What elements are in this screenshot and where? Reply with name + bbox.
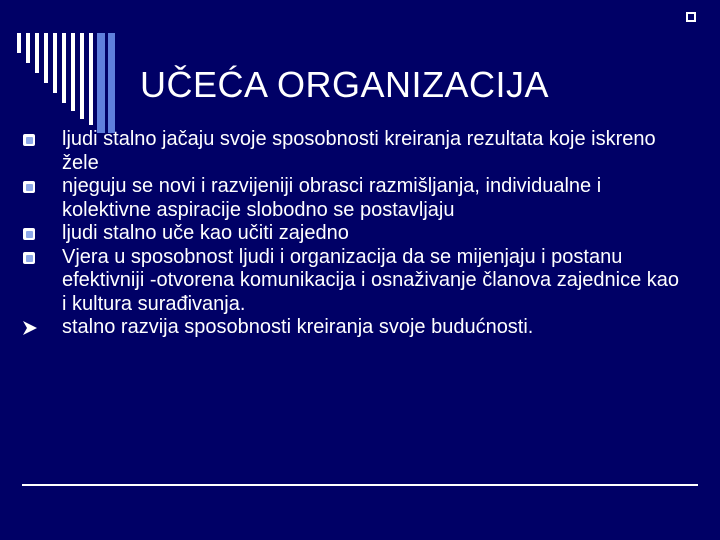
bullet-text: ljudi stalno uče kao učiti zajedno <box>62 222 349 244</box>
bar-decoration <box>80 33 84 119</box>
bullet-text: Vjera u sposobnost ljudi i organizacija da se mijenjaju i postanu efektivniji -otvorena komunikacija i osnaživanje članova zajednice kao i kultura surađivanja. <box>62 245 680 315</box>
bar-decoration <box>62 33 66 103</box>
bullet-item <box>22 246 682 317</box>
bullet-text: ljudi stalno jačaju svoje sposobnosti kreiranja rezultata koje iskreno žele <box>62 128 656 174</box>
bullet-text: njeguju se novi i razvijeniji obrasci razmišljanja, individualne i kolektivne aspiracije slobodno se postavljaju <box>62 175 602 221</box>
bullet-item <box>22 128 682 175</box>
bar-decoration <box>17 33 21 53</box>
square-bullet-icon <box>22 181 36 195</box>
bottom-divider <box>22 484 698 486</box>
square-bullet-icon <box>22 252 36 266</box>
bar-decoration <box>44 33 48 83</box>
bullet-list <box>22 128 682 340</box>
bar-decoration <box>35 33 39 73</box>
bar-decoration <box>53 33 57 93</box>
bullet-item <box>22 316 682 340</box>
bullet-item <box>22 175 682 222</box>
square-bullet-icon <box>22 228 36 242</box>
bar-decoration <box>71 33 75 111</box>
bar-decoration <box>108 33 115 133</box>
bullet-text: stalno razvija sposobnosti kreiranja svoje budućnosti. <box>62 316 534 338</box>
bullet-item <box>22 222 682 246</box>
corner-square-decoration <box>686 12 696 22</box>
arrow-bullet-icon <box>22 322 36 336</box>
slide-title: UČEĆA ORGANIZACIJA <box>140 64 550 105</box>
square-bullet-icon <box>22 134 36 148</box>
bar-decoration <box>97 33 105 133</box>
bar-decoration <box>26 33 30 63</box>
bar-decoration <box>89 33 93 125</box>
